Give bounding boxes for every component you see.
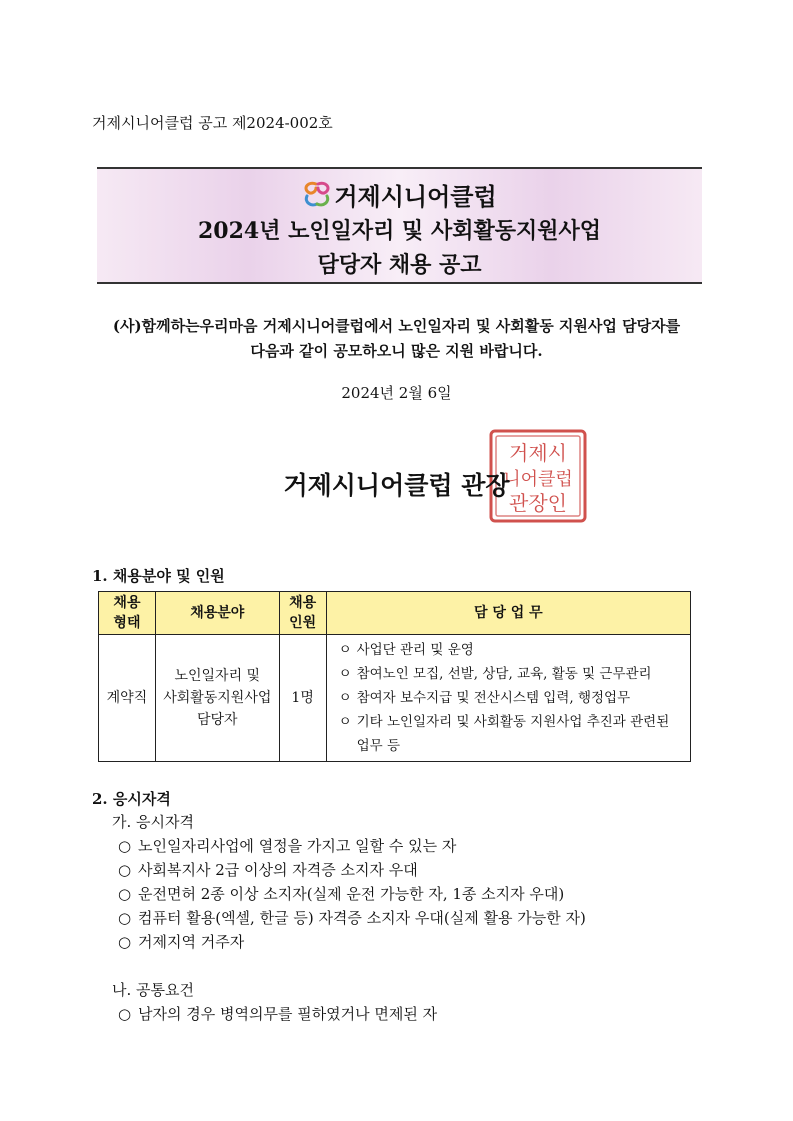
header-field: 채용분야 xyxy=(155,592,279,635)
intro-line-2: 다음과 같이 공모하오니 많은 지원 바랍니다. xyxy=(250,342,543,360)
duty-item: ㅇ 기타 노인일자리 및 사회활동 지원사업 추진과 관련된 업무 등 xyxy=(338,714,670,754)
title-program: 2024년 노인일자리 및 사회활동지원사업 xyxy=(198,218,601,244)
list-item: ○ 사회복지사 2급 이상의 자격증 소지자 우대 xyxy=(118,861,418,879)
list-item: ○ 컴퓨터 활용(엑셀, 한글 등) 자격증 소지자 우대(실제 활용 가능한 자) xyxy=(118,909,586,927)
cell-duties xyxy=(326,635,690,762)
header-headcount: 채용 인원 xyxy=(279,592,326,635)
seal-text-2: 니어클럽 xyxy=(503,469,573,490)
cell-field: 노인일자리 및 사회활동지원사업 담당자 xyxy=(155,635,279,762)
header-duties: 담 당 업 무 xyxy=(326,592,690,635)
subsection-a-title: 가. 응시자격 xyxy=(112,813,194,831)
list-item: ○ 노인일자리사업에 열정을 가지고 일할 수 있는 자 xyxy=(118,837,457,855)
intro-line-1: (사)함께하는우리마음 거제시니어클럽에서 노인일자리 및 사회활동 지원사업 담당자를 xyxy=(112,317,681,335)
duty-item: ㅇ 참여노인 모집, 선발, 상담, 교육, 활동 및 근무관리 xyxy=(338,666,652,682)
seal-text-1: 거제시 xyxy=(509,441,567,465)
announcement-date: 2024년 2월 6일 xyxy=(341,384,452,402)
title-org: 거제시니어클럽 xyxy=(334,182,497,211)
section-1-heading: 1. 채용분야 및 인원 xyxy=(92,567,225,585)
notice-number: 거제시니어클럽 공고 제2024-002호 xyxy=(92,114,333,132)
title-org-line xyxy=(97,177,702,212)
section-2-heading: 2. 응시자격 xyxy=(92,790,171,808)
subsection-b-title: 나. 공통요건 xyxy=(112,981,194,999)
list-item: ○ 남자의 경우 병역의무를 필하였거나 면제된 자 xyxy=(118,1005,438,1023)
title-banner xyxy=(97,167,702,284)
signer-name: 거제시니어클럽 관장 xyxy=(283,471,510,500)
list-item: ○ 운전면허 2종 이상 소지자(실제 운전 가능한 자, 1종 소지자 우대) xyxy=(118,885,565,903)
table-header-row xyxy=(99,592,691,635)
seal-text-3: 관장인 xyxy=(509,491,567,515)
table-row xyxy=(99,635,691,762)
cell-headcount: 1명 xyxy=(279,635,326,762)
duty-item: ㅇ 사업단 관리 및 운영 xyxy=(338,642,474,658)
list-item: ○ 거제지역 거주자 xyxy=(118,933,245,951)
title-recruitment: 담당자 채용 공고 xyxy=(317,252,482,278)
senior-club-logo-icon xyxy=(302,180,332,208)
header-employment-type: 채용 형태 xyxy=(99,592,156,635)
recruitment-table xyxy=(98,591,691,762)
duty-item: ㅇ 참여자 보수지급 및 전산시스템 입력, 행정업무 xyxy=(338,690,631,706)
cell-employment-type: 계약직 xyxy=(99,635,156,762)
